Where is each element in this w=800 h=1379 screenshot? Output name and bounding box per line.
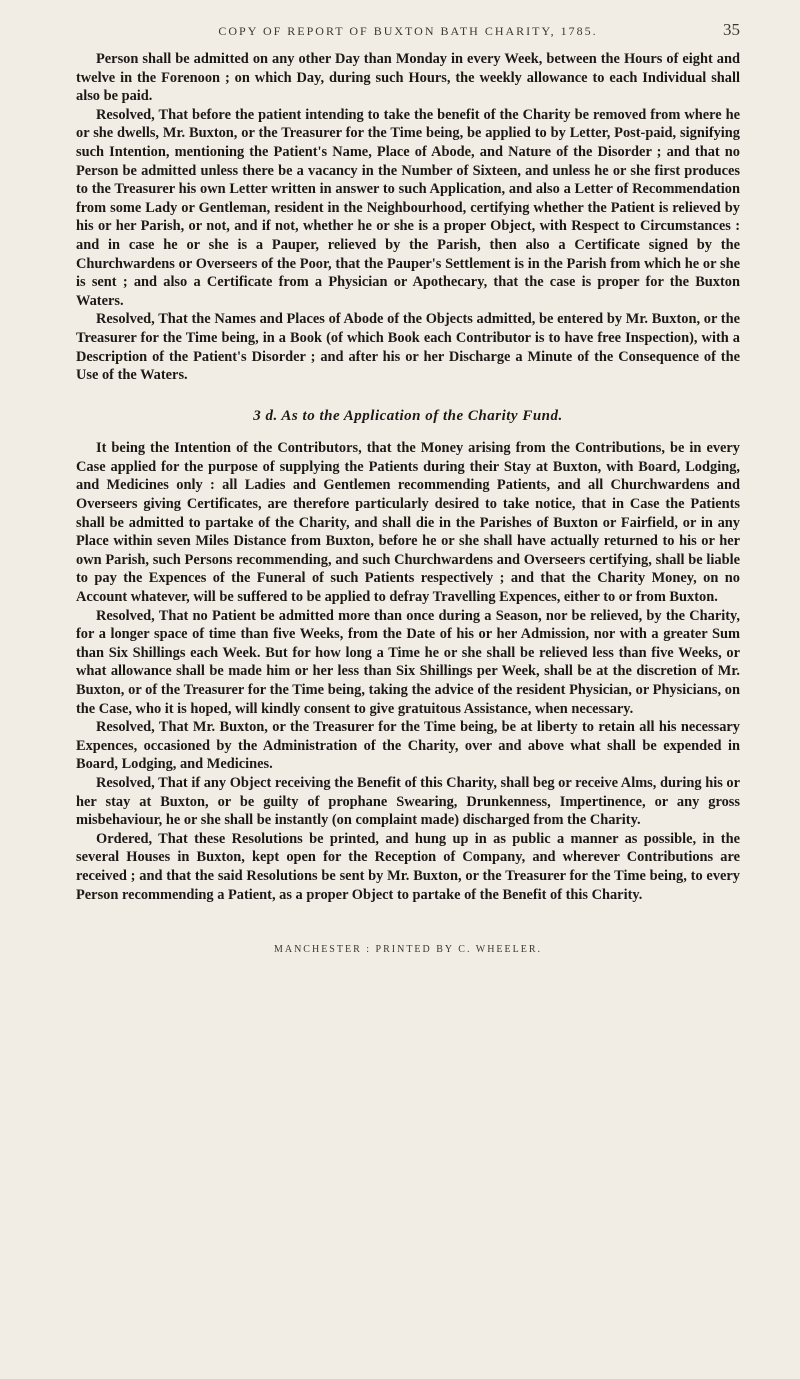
running-head-title: COPY OF REPORT OF BUXTON BATH CHARITY, 1785. <box>218 24 598 38</box>
paragraph: Resolved, That Mr. Buxton, or the Treasurer for the Time being, be at liberty to retain all his necessary Expences, occasioned by the Administration of the Charity, over and above what shall be expended in Board, Lodging, and Medicines. <box>76 719 740 773</box>
paragraph: Resolved, That the Names and Places of Abode of the Objects admitted, be entered by Mr. Buxton, or the Treasurer for the Time being, in a Book (of which Book each Contributor is to have free Inspection), with a Description of the Patient's Disorder ; and after his or her Discharge a Minute of the Consequence of the Use of the Waters. <box>76 311 740 384</box>
paragraph: Ordered, That these Resolutions be printed, and hung up in as public a manner as possible, in the several Houses in Buxton, kept open for the Reception of Company, and wherever Contributions are received ; and that the said Resolutions be sent by Mr. Buxton, or the Treasurer for the Time being, to every Person recommending a Patient, as a proper Object to partake of the Benefit of this Charity. <box>76 830 740 903</box>
running-head <box>76 20 740 50</box>
paragraph: Person shall be admitted on any other Day than Monday in every Week, between the Hours of eight and twelve in the Forenoon ; on which Day, during such Hours, the weekly allowance to each Individual shall also be paid. <box>76 51 740 105</box>
section-heading: 3 d. As to the Application of the Charity Fund. <box>253 407 563 424</box>
paragraph: Resolved, That before the patient intending to take the benefit of the Charity be removed from where he or she dwells, Mr. Buxton, or the Treasurer for the Time being, be applied to by Letter, Post-paid, signifying such Intention, mentioning the Patient's Name, Place of Abode, and Nature of the Disorder ; and that no Person be admitted unless there be a vacancy in the Number of Sixteen, and unless he or she first produces to the Treasurer his own Letter written in answer to such Application, and also a Letter of Recommendation from some Lady or Gentleman, resident in the Neighbourhood, certifying whether the Patient is relieved by his or her Parish, or not, and if not, whether he or she is a proper Object, with Respect to Circumstances : and in case he or she is a Pauper, relieved by the Parish, then also a Certificate signed by the Churchwardens or Overseers of the Poor, that the Pauper's Settlement is in the Parish from which he or she is sent ; and also a Certificate from a Physician or Apothecary, that the case is proper for the Buxton Waters. <box>76 106 740 309</box>
paragraph: Resolved, That if any Object receiving the Benefit of this Charity, shall beg or receive Alms, during his or her stay at Buxton, or be guilty of prophane Swearing, Drunkenness, Impertinence, or any gross misbehaviour, he or she shall be instantly (on complaint made) discharged from the Charity. <box>76 774 740 829</box>
body-text <box>76 50 740 904</box>
paragraph: It being the Intention of the Contributors, that the Money arising from the Contributions, be in every Case applied for the purpose of supplying the Patients during their Stay at Buxton, with Board, Lodging, and Medicines only : all Ladies and Gentlemen recommending Patients, and all Churchwardens and Overseers giving Certificates, are therefore particularly desired to take notice, that in Case the Patients shall be admitted to partake of the Charity, and shall die in the Parishes of Buxton or Fairfield, or in any Place within seven Miles Distance from Buxton, before he or she shall have actually returned to his or her own Parish, such Persons recommending, and such Churchwardens and Overseers certifying, shall be liable to pay the Expences of the Funeral of such Patients respectively ; and that the Charity Money, on no Account whatever, will be suffered to be applied to defray Travelling Expences, either to or from Buxton. <box>76 440 740 606</box>
printer-imprint: MANCHESTER : PRINTED BY C. WHEELER. <box>273 944 543 956</box>
page-number: 35 <box>723 20 740 39</box>
paragraph: Resolved, That no Patient be admitted more than once during a Season, nor be relieved, by the Charity, for a longer space of time than five Weeks, from the Date of his or her Admission, nor with a greater Sum than Six Shillings each Week. But for how long a Time he or she shall be relieved less than five Weeks, or what allowance shall be made him or her less than Six Shillings per Week, shall be at the discretion of Mr. Buxton, or of the Treasurer for the Time being, taking the advice of the resident Physician, or Physicians, on the Case, who it is hoped, will kindly consent to give gratuitous Assistance, when necessary. <box>76 607 740 717</box>
